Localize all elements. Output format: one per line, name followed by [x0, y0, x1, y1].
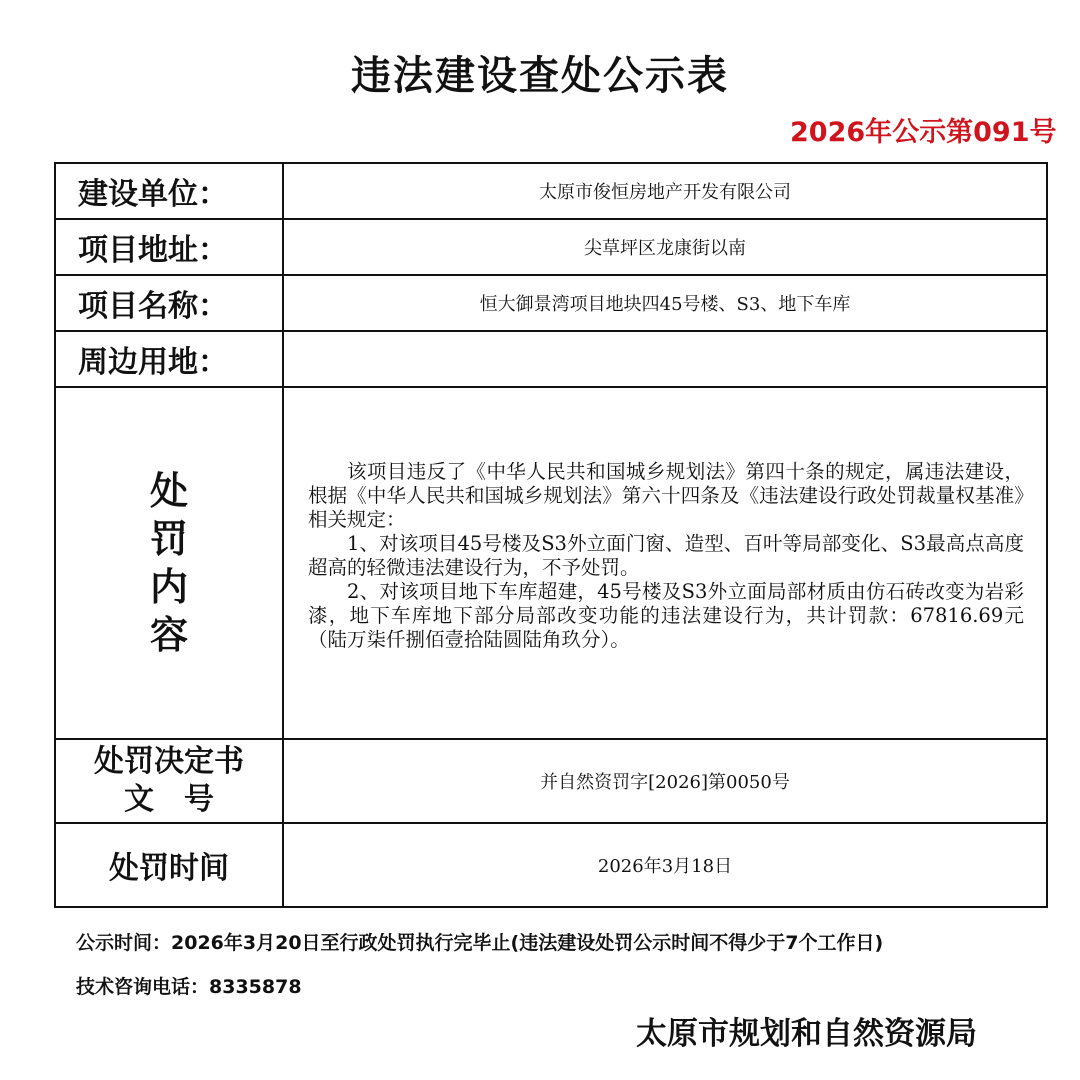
row-address — [55, 219, 1047, 275]
label-surrounding: 周边用地： — [55, 331, 283, 387]
notice-number: 2026年公示第091号 — [790, 117, 1057, 148]
row-decision-doc — [55, 739, 1047, 823]
content-paragraph: 1、对该项目45号楼及S3外立面门窗、造型、百叶等局部变化、S3最高点高度超高的轻微违法建设行为，不予处罚。 — [308, 532, 1024, 579]
publicity-table — [54, 162, 1048, 908]
decision-doc-label-line1: 处罚决定书 — [94, 744, 244, 779]
label-decision-doc — [55, 739, 283, 823]
value-unit: 太原市俊恒房地产开发有限公司 — [283, 163, 1047, 219]
value-penalty-content — [283, 387, 1047, 739]
content-paragraph: 该项目违反了《中华人民共和国城乡规划法》第四十条的规定，属违法建设，根据《中华人民共和国城乡规划法》第六十四条及《违法建设行政处罚裁量权基准》相关规定： — [308, 460, 1024, 531]
decision-doc-label-line2: 文 号 — [124, 782, 214, 817]
label-penalty-time: 处罚时间 — [55, 823, 283, 907]
label-char-3: 内 — [149, 565, 188, 609]
value-decision-doc: 并自然资罚字[2026]第0050号 — [283, 739, 1047, 823]
row-penalty-time — [55, 823, 1047, 907]
row-project-name — [55, 275, 1047, 331]
label-penalty-content — [55, 387, 283, 739]
page-title: 违法建设查处公示表 — [351, 53, 729, 99]
label-address: 项目地址： — [55, 219, 283, 275]
row-penalty-content — [55, 387, 1047, 739]
row-unit — [55, 163, 1047, 219]
label-unit: 建设单位： — [55, 163, 283, 219]
label-char-4: 容 — [149, 613, 188, 657]
publicity-time: 公示时间：2026年3月20日至行政处罚执行完毕止(违法建设处罚公示时间不得少于7个工作日) — [76, 932, 884, 954]
label-char-2: 罚 — [149, 517, 188, 561]
issuing-agency: 太原市规划和自然资源局 — [636, 1016, 977, 1052]
row-surrounding — [55, 331, 1047, 387]
value-penalty-time: 2026年3月18日 — [283, 823, 1047, 907]
value-project-name: 恒大御景湾项目地块四45号楼、S3、地下车库 — [283, 275, 1047, 331]
tech-phone: 技术咨询电话：8335878 — [76, 976, 302, 998]
content-paragraph: 2、对该项目地下车库超建，45号楼及S3外立面局部材质由仿石砖改变为岩彩漆，地下车库地下部分局部改变功能的违法建设行为，共计罚款：67816.69元（陆万柒仟捌佰壹拾陆圆陆角玖分）。 — [308, 580, 1024, 651]
label-project-name: 项目名称： — [55, 275, 283, 331]
value-address: 尖草坪区龙康街以南 — [283, 219, 1047, 275]
label-char-1: 处 — [149, 469, 188, 513]
value-surrounding — [283, 331, 1047, 387]
